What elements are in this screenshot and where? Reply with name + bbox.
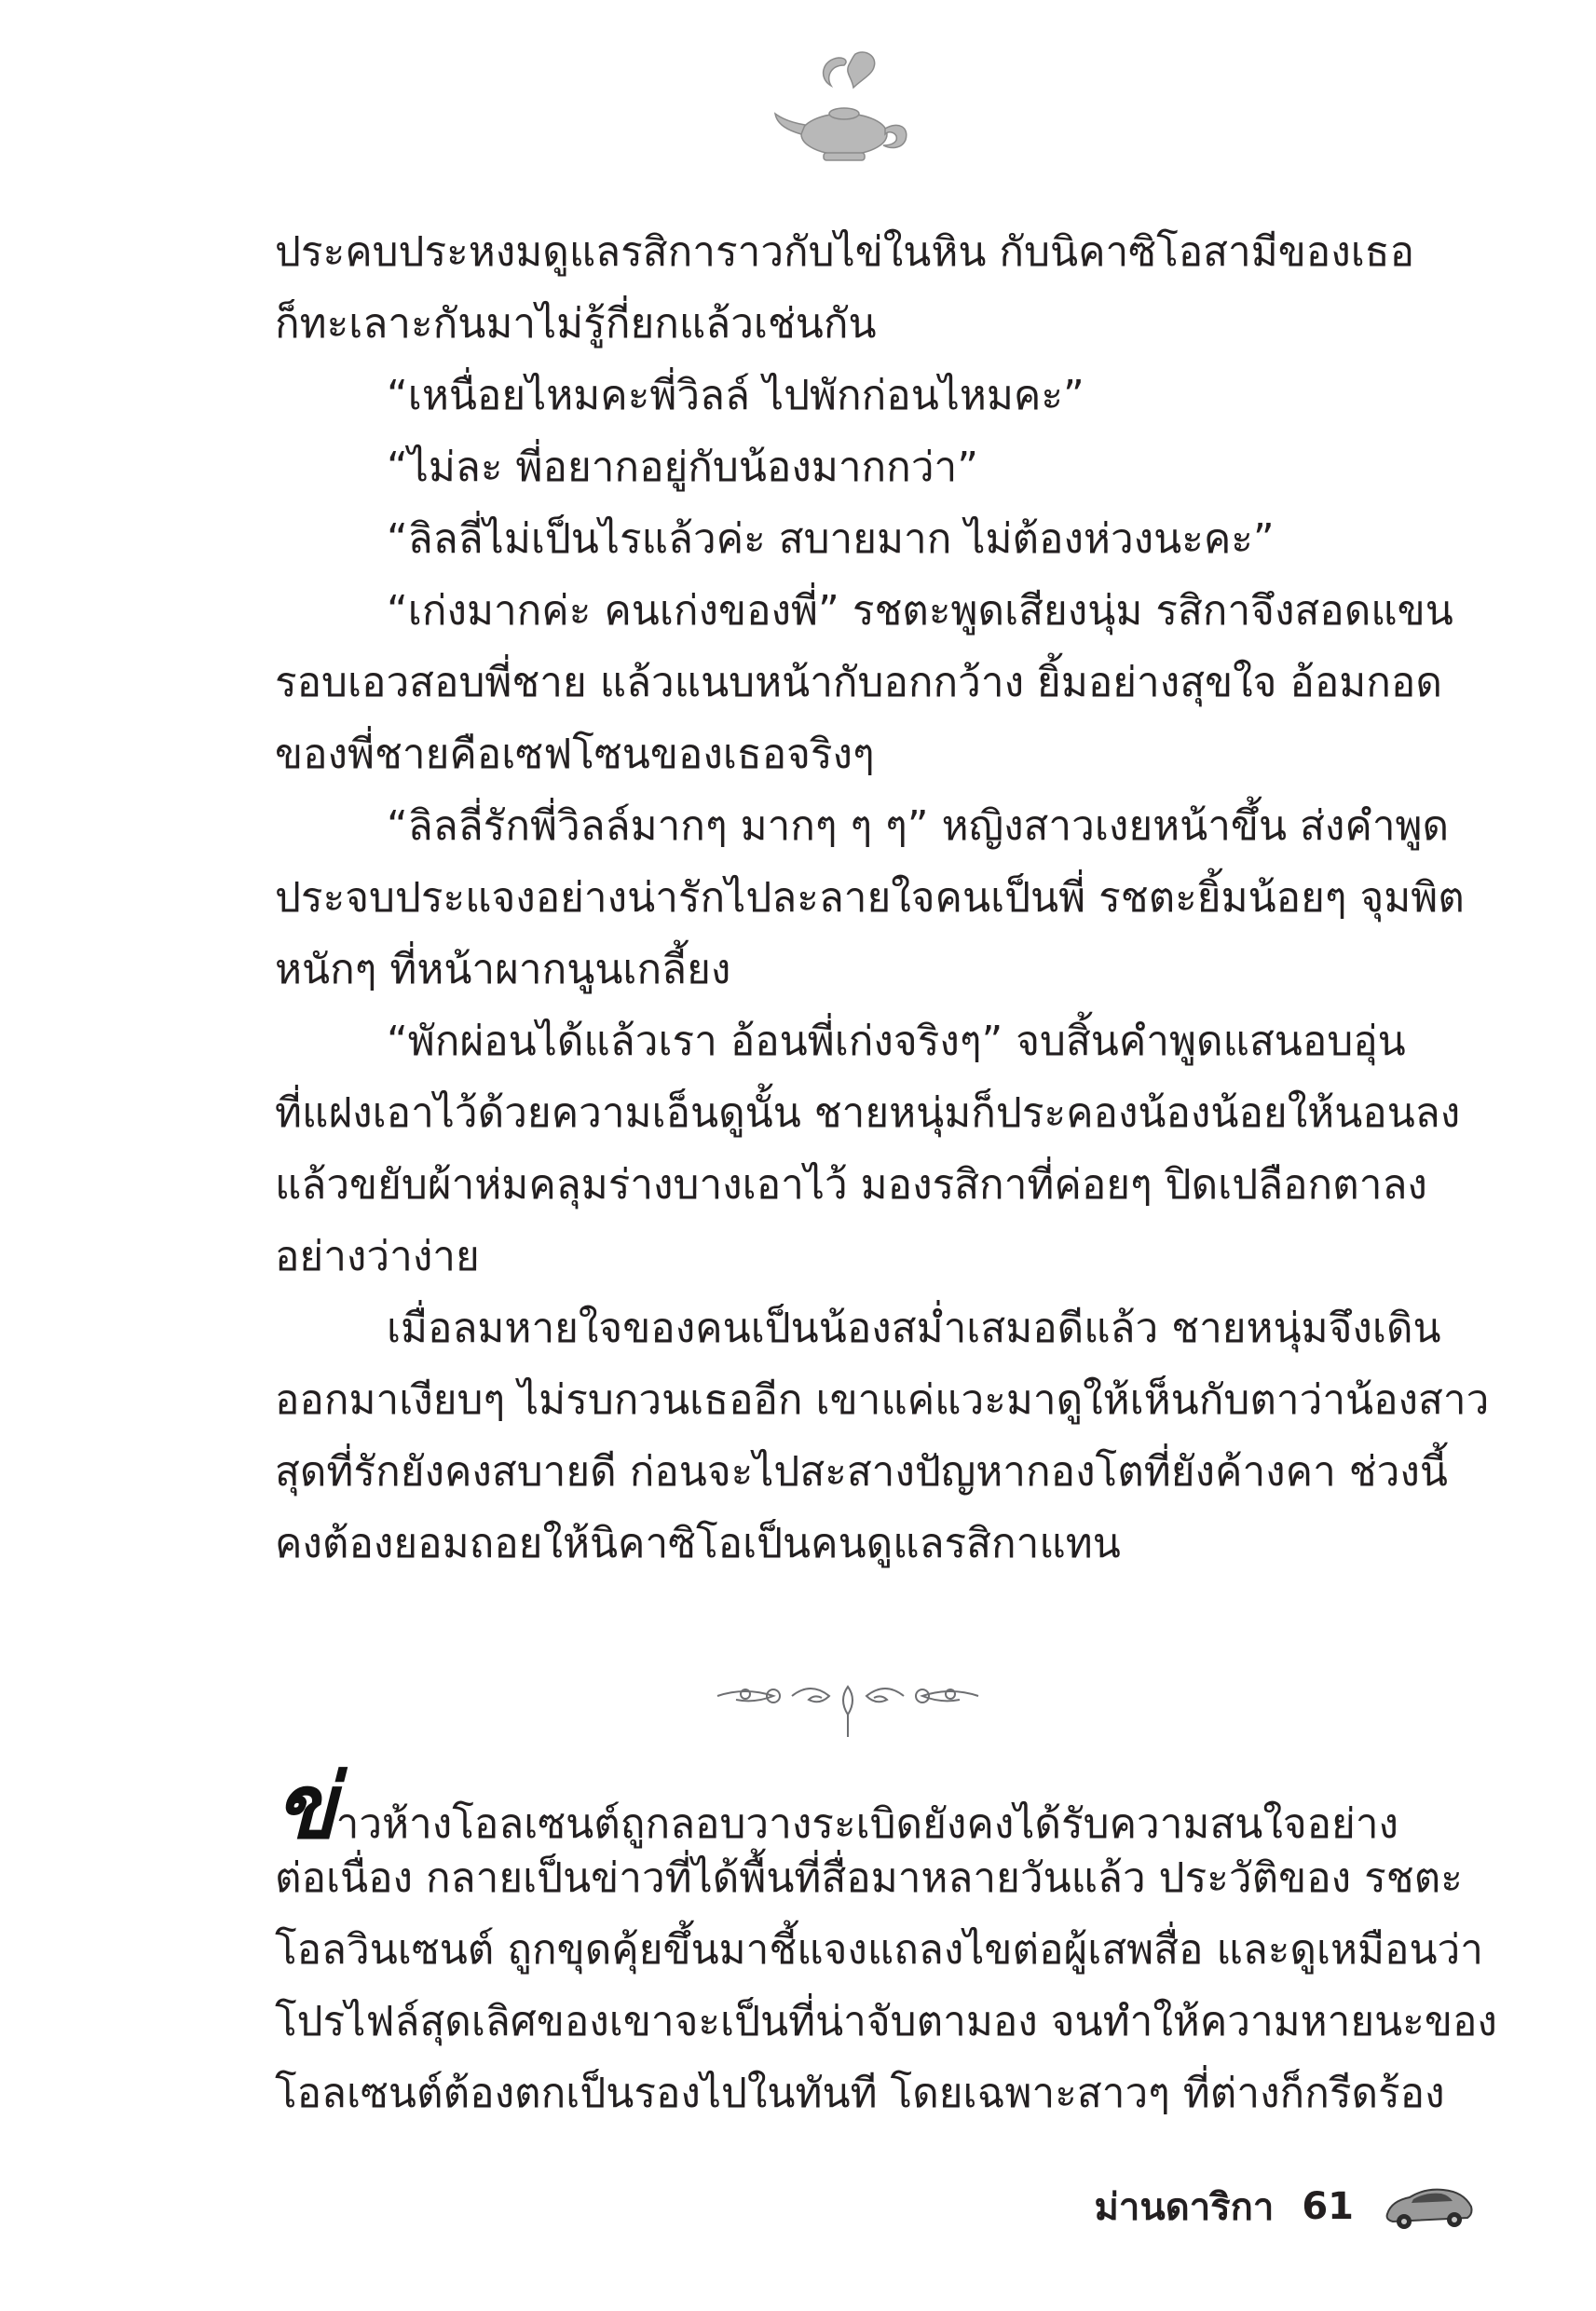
text-line: โอลวินเซนต์ ถูกขุดคุ้ยขึ้นมาชี้แจงแถลงไขต่อผู้เสพสื่อ และดูเหมือนว่า	[275, 1926, 1483, 1974]
text-line: “พักผ่อนได้แล้วเรา อ้อนพี่เก่งจริงๆ” จบสิ้นคำพูดแสนอบอุ่น	[387, 1018, 1406, 1065]
section-divider-ornament-icon	[708, 1668, 988, 1743]
text-line: โอลเซนต์ต้องตกเป็นรองไปในทันที โดยเฉพาะสาวๆ ที่ต่างก็กรีดร้อง	[275, 2070, 1445, 2117]
text-line: ออกมาเงียบๆ ไม่รบกวนเธออีก เขาแค่แวะมาดูให้เห็นกับตาว่าน้องสาว	[275, 1376, 1490, 1424]
text-line: “เก่งมากค่ะ คนเก่งของพี่” รชตะพูดเสียงนุ่ม รสิกาจึงสอดแขน	[387, 587, 1453, 635]
text-line: หนักๆ ที่หน้าผากนูนเกลี้ยง	[275, 946, 731, 993]
text-line: สุดที่รักยังคงสบายดี ก่อนจะไปสะสางปัญหากองโตที่ยังค้างคา ช่วงนี้	[275, 1448, 1448, 1496]
text-line: ต่อเนื่อง กลายเป็นข่าวที่ได้พื้นที่สื่อมาหลายวันแล้ว ประวัติของ รชตะ	[275, 1854, 1463, 1902]
sports-car-icon	[1382, 2179, 1475, 2235]
page-footer	[1095, 2177, 1475, 2236]
teapot-ornament-icon	[773, 48, 913, 179]
text-line-first	[275, 1754, 1402, 1859]
body-text-block-2	[275, 1754, 1497, 2129]
first-line-text: าวห้างโอลเซนต์ถูกลอบวางระเบิดยังคงได้รับความสนใจอย่าง	[335, 1800, 1399, 1848]
text-line: ประจบประแจงอย่างน่ารักไปละลายใจคนเป็นพี่ รชตะยิ้มน้อยๆ จุมพิต	[275, 874, 1465, 922]
text-line: ของพี่ชายคือเซฟโซนของเธอจริงๆ	[275, 731, 875, 778]
text-line: “ลิลลี่รักพี่วิลล์มากๆ มากๆ ๆ ๆ” หญิงสาวเงยหน้าขึ้น ส่งคำพูด	[387, 802, 1450, 850]
text-line: รอบเอวสอบพี่ชาย แล้วแนบหน้ากับอกกว้าง ยิ้มอย่างสุขใจ อ้อมกอด	[275, 659, 1442, 706]
text-line: “เหนื่อยไหมคะพี่วิลล์ ไปพักก่อนไหมคะ”	[387, 372, 1084, 419]
text-line: เมื่อลมหายใจของคนเป็นน้องสม่ำเสมอดีแล้ว ชายหนุ่มจึงเดิน	[387, 1305, 1441, 1352]
text-line: ที่แฝงเอาไว้ด้วยความเอ็นดูนั้น ชายหนุ่มก็ประคองน้องน้อยให้นอนลง	[275, 1089, 1461, 1137]
text-line: โปรไฟล์สุดเลิศของเขาจะเป็นที่น่าจับตามอง จนทำให้ความหายนะของ	[275, 1998, 1497, 2045]
drop-cap: ข่	[275, 1754, 336, 1859]
text-line: “ไม่ละ พี่อยากอยู่กับน้องมากกว่า”	[387, 444, 979, 491]
body-text-block-1	[275, 216, 1490, 1579]
text-line: ประคบประหงมดูแลรสิการาวกับไข่ในหิน กับนิคาซิโอสามีของเธอ	[275, 228, 1415, 276]
text-line: ก็ทะเลาะกันมาไม่รู้กี่ยกแล้วเช่นกัน	[275, 300, 877, 348]
text-line: “ลิลลี่ไม่เป็นไรแล้วค่ะ สบายมาก ไม่ต้องห่วงนะคะ”	[387, 515, 1275, 563]
book-title: ม่านดาริกา	[1094, 2186, 1275, 2229]
text-line: คงต้องยอมถอยให้นิคาซิโอเป็นคนดูแลรสิกาแทน	[275, 1520, 1121, 1567]
page-number: 61	[1302, 2185, 1354, 2228]
text-line: อย่างว่าง่าย	[275, 1233, 480, 1280]
text-line: แล้วขยับผ้าห่มคลุมร่างบางเอาไว้ มองรสิกาที่ค่อยๆ ปิดเปลือกตาลง	[275, 1161, 1427, 1209]
